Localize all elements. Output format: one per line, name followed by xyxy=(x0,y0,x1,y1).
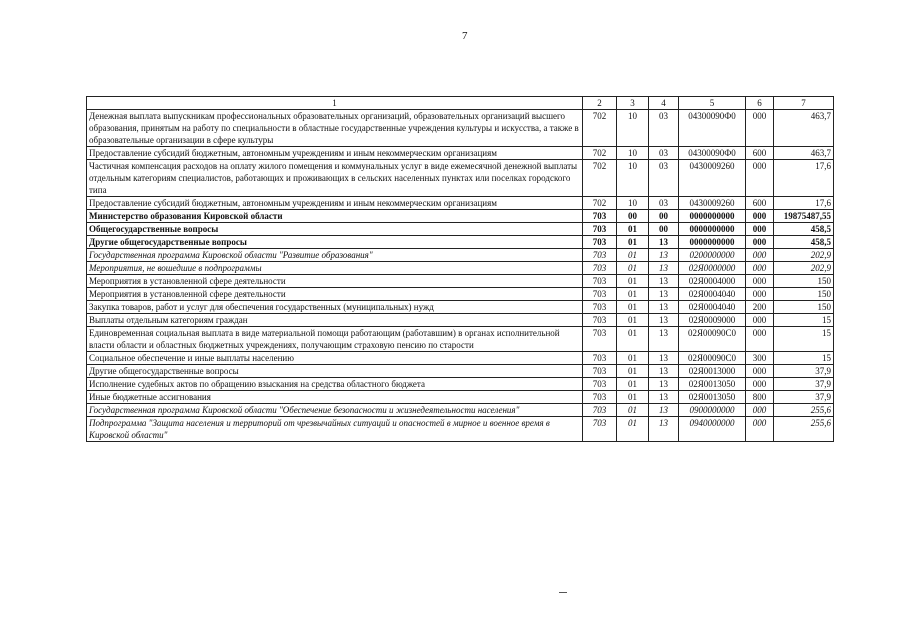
ministry-code: 702 xyxy=(583,160,617,197)
section-code: 01 xyxy=(617,236,649,249)
ministry-code: 703 xyxy=(583,223,617,236)
expense-type-code: 000 xyxy=(746,249,774,262)
column-header-4: 4 xyxy=(649,97,679,110)
table-body xyxy=(87,110,834,442)
subsection-code: 00 xyxy=(649,210,679,223)
expense-type-code: 200 xyxy=(746,301,774,314)
subsection-code: 13 xyxy=(649,314,679,327)
amount: 17,6 xyxy=(774,197,834,210)
row-name: Исполнение судебных актов по обращению взыскания на средства областного бюджета xyxy=(87,378,583,391)
section-code: 01 xyxy=(617,314,649,327)
table-row xyxy=(87,288,834,301)
ministry-code: 703 xyxy=(583,249,617,262)
column-header-1: 1 xyxy=(87,97,583,110)
row-name: Общегосударственные вопросы xyxy=(87,223,583,236)
target-article-code: 02Я0009000 xyxy=(679,314,746,327)
section-code: 01 xyxy=(617,262,649,275)
section-code: 01 xyxy=(617,352,649,365)
ministry-code: 703 xyxy=(583,327,617,352)
table-row xyxy=(87,378,834,391)
section-code: 01 xyxy=(617,327,649,352)
amount: 15 xyxy=(774,352,834,365)
subsection-code: 03 xyxy=(649,110,679,147)
expense-type-code: 000 xyxy=(746,365,774,378)
expense-type-code: 000 xyxy=(746,262,774,275)
ministry-code: 703 xyxy=(583,288,617,301)
expense-type-code: 000 xyxy=(746,223,774,236)
table-row xyxy=(87,262,834,275)
expense-type-code: 000 xyxy=(746,417,774,442)
expense-type-code: 000 xyxy=(746,378,774,391)
section-code: 01 xyxy=(617,378,649,391)
expense-type-code: 800 xyxy=(746,391,774,404)
expense-type-code: 000 xyxy=(746,236,774,249)
ministry-code: 703 xyxy=(583,301,617,314)
subsection-code: 13 xyxy=(649,262,679,275)
table-row xyxy=(87,327,834,352)
amount: 150 xyxy=(774,301,834,314)
target-article-code: 0430009260 xyxy=(679,160,746,197)
page-number: 7 xyxy=(462,30,468,42)
table-row xyxy=(87,391,834,404)
amount: 17,6 xyxy=(774,160,834,197)
target-article-code: 02Я0013000 xyxy=(679,365,746,378)
amount: 15 xyxy=(774,314,834,327)
section-code: 01 xyxy=(617,249,649,262)
target-article-code: 0940000000 xyxy=(679,417,746,442)
section-code: 10 xyxy=(617,197,649,210)
target-article-code: 0900000000 xyxy=(679,404,746,417)
section-code: 01 xyxy=(617,417,649,442)
target-article-code: 0000000000 xyxy=(679,210,746,223)
ministry-code: 703 xyxy=(583,314,617,327)
expense-type-code: 600 xyxy=(746,197,774,210)
target-article-code: 02Я0004040 xyxy=(679,301,746,314)
ministry-code: 702 xyxy=(583,147,617,160)
column-header-5: 5 xyxy=(679,97,746,110)
table-row xyxy=(87,110,834,147)
section-code: 01 xyxy=(617,301,649,314)
ministry-code: 703 xyxy=(583,378,617,391)
ministry-code: 703 xyxy=(583,275,617,288)
subsection-code: 13 xyxy=(649,417,679,442)
target-article-code: 0200000000 xyxy=(679,249,746,262)
target-article-code: 02Я0004000 xyxy=(679,275,746,288)
amount: 202,9 xyxy=(774,262,834,275)
amount: 37,9 xyxy=(774,378,834,391)
table-row xyxy=(87,236,834,249)
subsection-code: 13 xyxy=(649,288,679,301)
subsection-code: 13 xyxy=(649,378,679,391)
row-name: Денежная выплата выпускникам профессиональных образовательных организаций, образовательных организаций высшего образования, принятым на работу по специальности в областные государственные учреждения культуры и искусства, а также в образовательные организации в сфере культуры xyxy=(87,110,583,147)
target-article-code: 02Я00090С0 xyxy=(679,352,746,365)
subsection-code: 13 xyxy=(649,404,679,417)
row-name: Единовременная социальная выплата в виде материальной помощи работающим (работавшим) в органах исполнительной власти области и областных бюджетных учреждениях, получающим страховую пенсию по старости xyxy=(87,327,583,352)
row-name: Мероприятия в установленной сфере деятельности xyxy=(87,288,583,301)
ministry-code: 703 xyxy=(583,417,617,442)
amount: 150 xyxy=(774,288,834,301)
section-code: 10 xyxy=(617,160,649,197)
ministry-code: 702 xyxy=(583,110,617,147)
table-row xyxy=(87,275,834,288)
target-article-code: 0000000000 xyxy=(679,223,746,236)
amount: 458,5 xyxy=(774,236,834,249)
column-header-3: 3 xyxy=(617,97,649,110)
row-name: Частичная компенсация расходов на оплату жилого помещения и коммунальных услуг в виде ежемесячной денежной выплаты отдельным категориям специалистов, работающих и проживающих в сельских населенных пунктах или поселках городского типа xyxy=(87,160,583,197)
table-row xyxy=(87,314,834,327)
target-article-code: 02Я0000000 xyxy=(679,262,746,275)
section-code: 01 xyxy=(617,288,649,301)
expense-type-code: 600 xyxy=(746,147,774,160)
row-name: Предоставление субсидий бюджетным, автономным учреждениям и иным некоммерческим организациям xyxy=(87,197,583,210)
ministry-code: 703 xyxy=(583,210,617,223)
expense-type-code: 000 xyxy=(746,404,774,417)
target-article-code: 02Я0013050 xyxy=(679,391,746,404)
amount: 15 xyxy=(774,327,834,352)
subsection-code: 13 xyxy=(649,352,679,365)
expense-type-code: 000 xyxy=(746,288,774,301)
ministry-code: 703 xyxy=(583,352,617,365)
section-code: 01 xyxy=(617,365,649,378)
table-row xyxy=(87,210,834,223)
ministry-code: 703 xyxy=(583,262,617,275)
row-name: Другие общегосударственные вопросы xyxy=(87,236,583,249)
row-name: Государственная программа Кировской области "Обеспечение безопасности и жизнедеятельности населения" xyxy=(87,404,583,417)
ministry-code: 703 xyxy=(583,365,617,378)
amount: 463,7 xyxy=(774,147,834,160)
ministry-code: 703 xyxy=(583,391,617,404)
table-row xyxy=(87,404,834,417)
expense-type-code: 000 xyxy=(746,327,774,352)
table-row xyxy=(87,160,834,197)
table-row xyxy=(87,223,834,236)
target-article-code: 04300090Ф0 xyxy=(679,147,746,160)
subsection-code: 13 xyxy=(649,236,679,249)
target-article-code: 04300090Ф0 xyxy=(679,110,746,147)
row-name: Иные бюджетные ассигнования xyxy=(87,391,583,404)
expense-type-code: 000 xyxy=(746,314,774,327)
table-row xyxy=(87,197,834,210)
subsection-code: 03 xyxy=(649,160,679,197)
expense-type-code: 000 xyxy=(746,160,774,197)
target-article-code: 02Я0004040 xyxy=(679,288,746,301)
section-code: 00 xyxy=(617,210,649,223)
subsection-code: 13 xyxy=(649,249,679,262)
row-name: Мероприятия, не вошедшие в подпрограммы xyxy=(87,262,583,275)
row-name: Подпрограмма "Защита населения и территорий от чрезвычайных ситуаций и опасностей в мирное и военное время в Кировской области" xyxy=(87,417,583,442)
row-name: Мероприятия в установленной сфере деятельности xyxy=(87,275,583,288)
subsection-code: 13 xyxy=(649,327,679,352)
subsection-code: 13 xyxy=(649,275,679,288)
subsection-code: 13 xyxy=(649,391,679,404)
table-row xyxy=(87,301,834,314)
target-article-code: 02Я0013050 xyxy=(679,378,746,391)
amount: 458,5 xyxy=(774,223,834,236)
section-code: 10 xyxy=(617,147,649,160)
ministry-code: 703 xyxy=(583,236,617,249)
subsection-code: 03 xyxy=(649,147,679,160)
expense-type-code: 000 xyxy=(746,110,774,147)
amount: 150 xyxy=(774,275,834,288)
subsection-code: 03 xyxy=(649,197,679,210)
row-name: Предоставление субсидий бюджетным, автономным учреждениям и иным некоммерческим организациям xyxy=(87,147,583,160)
column-header-6: 6 xyxy=(746,97,774,110)
ministry-code: 703 xyxy=(583,404,617,417)
subsection-code: 13 xyxy=(649,301,679,314)
amount: 37,9 xyxy=(774,391,834,404)
column-header-7: 7 xyxy=(774,97,834,110)
target-article-code: 0000000000 xyxy=(679,236,746,249)
row-name: Социальное обеспечение и иные выплаты населению xyxy=(87,352,583,365)
row-name: Выплаты отдельным категориям граждан xyxy=(87,314,583,327)
row-name: Закупка товаров, работ и услуг для обеспечения государственных (муниципальных) нужд xyxy=(87,301,583,314)
row-name: Министерство образования Кировской области xyxy=(87,210,583,223)
amount: 19875487,55 xyxy=(774,210,834,223)
expense-type-code: 300 xyxy=(746,352,774,365)
table-row xyxy=(87,147,834,160)
amount: 255,6 xyxy=(774,417,834,442)
amount: 202,9 xyxy=(774,249,834,262)
table-row xyxy=(87,365,834,378)
ministry-code: 702 xyxy=(583,197,617,210)
target-article-code: 0430009260 xyxy=(679,197,746,210)
table-row xyxy=(87,417,834,442)
row-name: Другие общегосударственные вопросы xyxy=(87,365,583,378)
amount: 37,9 xyxy=(774,365,834,378)
subsection-code: 00 xyxy=(649,223,679,236)
section-code: 01 xyxy=(617,223,649,236)
section-code: 01 xyxy=(617,391,649,404)
table-row xyxy=(87,352,834,365)
budget-table xyxy=(86,96,834,442)
footer-dash xyxy=(559,592,567,593)
section-code: 01 xyxy=(617,275,649,288)
subsection-code: 13 xyxy=(649,365,679,378)
target-article-code: 02Я00090С0 xyxy=(679,327,746,352)
section-code: 01 xyxy=(617,404,649,417)
column-header-2: 2 xyxy=(583,97,617,110)
expense-type-code: 000 xyxy=(746,210,774,223)
header-row xyxy=(87,97,834,110)
row-name: Государственная программа Кировской области "Развитие образования" xyxy=(87,249,583,262)
amount: 463,7 xyxy=(774,110,834,147)
section-code: 10 xyxy=(617,110,649,147)
amount: 255,6 xyxy=(774,404,834,417)
table-row xyxy=(87,249,834,262)
expense-type-code: 000 xyxy=(746,275,774,288)
